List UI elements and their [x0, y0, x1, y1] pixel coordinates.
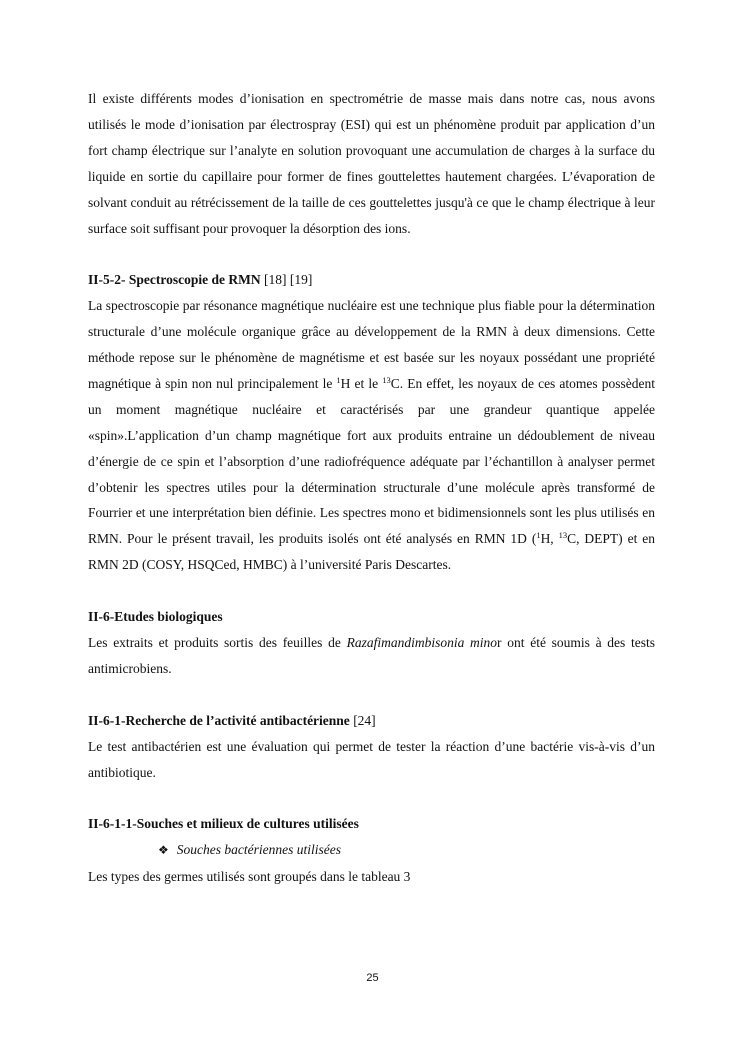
paragraph-test-antibacterien: Le test antibactérien est une évaluation qui permet de tester la réaction d’une bactérie vis-à-vis d’un antibiotique. [88, 738, 655, 780]
page-number: 25 [366, 972, 379, 984]
rmn-text-4: H, [540, 531, 559, 547]
rmn-text-1: La spectroscopie par résonance magnétique nucléaire est une technique plus fiable pour la détermination structurale d’une molécule organique grâce au développement de la RMN à deux dimensions. Cette méthode repose sur le phénomène de magnétisme et est basée sur les noyaux possédant une propriété magnétique à spin non nul principalement le [88, 298, 655, 391]
sup-1h-b: 1 [536, 530, 541, 541]
heading-etudes-biologiques [88, 604, 655, 630]
bullet-text: Souches bactériennes utilisées [176, 842, 341, 858]
diamond-bullet-icon: ❖ [158, 843, 169, 858]
heading-refs: [18] [19] [260, 272, 313, 288]
paragraph-types-germes: Les types des germes utilisés sont groupés dans le tableau 3 [88, 869, 411, 885]
extraits-text-1: Les extraits et produits sortis des feuilles de [88, 635, 347, 650]
extraits-text-2: r ont été soumis à des tests antimicrobiens. [88, 635, 655, 676]
species-name: Razafimandimbisonia mino [346, 635, 498, 650]
heading-activite-antibacterienne [88, 708, 655, 734]
sup-13c: 13 [382, 374, 391, 385]
heading-title: II-5-2- Spectroscopie de RMN [88, 272, 261, 288]
rmn-text-5: C, DEPT) et en RMN 2D (COSY, HSQCed, HMBC) à l’université Paris Descartes. [88, 531, 655, 573]
paragraph-extraits [88, 630, 655, 682]
rmn-text-3: C. En effet, les noyaux de ces atomes possèdent un moment magnétique nucléaire et caractérisés par une grandeur quantique appelée «spin».L’application d’un champ magnétique fort aux produits entraine un dédoublement de niveau d’énergie de ce spin et l’absorption d’une radiofréquence adéquate par l’échantillon à analyser permet d’obtenir les spectres utiles pour la détermination structurale d’une molécule après transformé de Fourrier et une interprétation bien définie. Les spectres mono et bidimensionnels sont les plus utilisés en RMN. Pour le présent travail, les produits isolés ont été analysés en RMN 1D ( [88, 375, 655, 547]
paragraph-ionisation: Il existe différents modes d’ionisation en spectrométrie de masse mais dans notre cas, nous avons utilisés le mode d’ionisation par électrospray (ESI) qui est un phénomène produit par application d’un fort champ électrique sur l’analyte en solution provoquant une accumulation de charges à la surface du liquide en sortie du capillaire pour former de fines gouttelettes hautement chargées. L’évaporation de solvant conduit au rétrécissement de la taille de ces gouttelettes jusqu'à ce que le champ électrique à leur surface soit suffisant pour provoquer la désorption des ions. [88, 91, 655, 236]
heading-refs: [24] [349, 712, 376, 728]
heading-souches-milieux [88, 811, 655, 837]
paragraph-rmn [88, 293, 655, 578]
bullet-souches-bacteriennes [88, 837, 655, 864]
sup-13c-b: 13 [558, 530, 568, 541]
sup-1h: 1 [336, 374, 341, 385]
rmn-text-2: H et le [340, 375, 383, 391]
heading-title: II-6-1-Recherche de l’activité antibactérienne [88, 712, 350, 728]
heading-title: II-6-1-1-Souches et milieux de cultures utilisées [88, 816, 359, 832]
document-body [88, 86, 655, 890]
heading-spectroscopie-rmn [88, 267, 655, 293]
heading-title: II-6-Etudes biologiques [88, 609, 223, 625]
